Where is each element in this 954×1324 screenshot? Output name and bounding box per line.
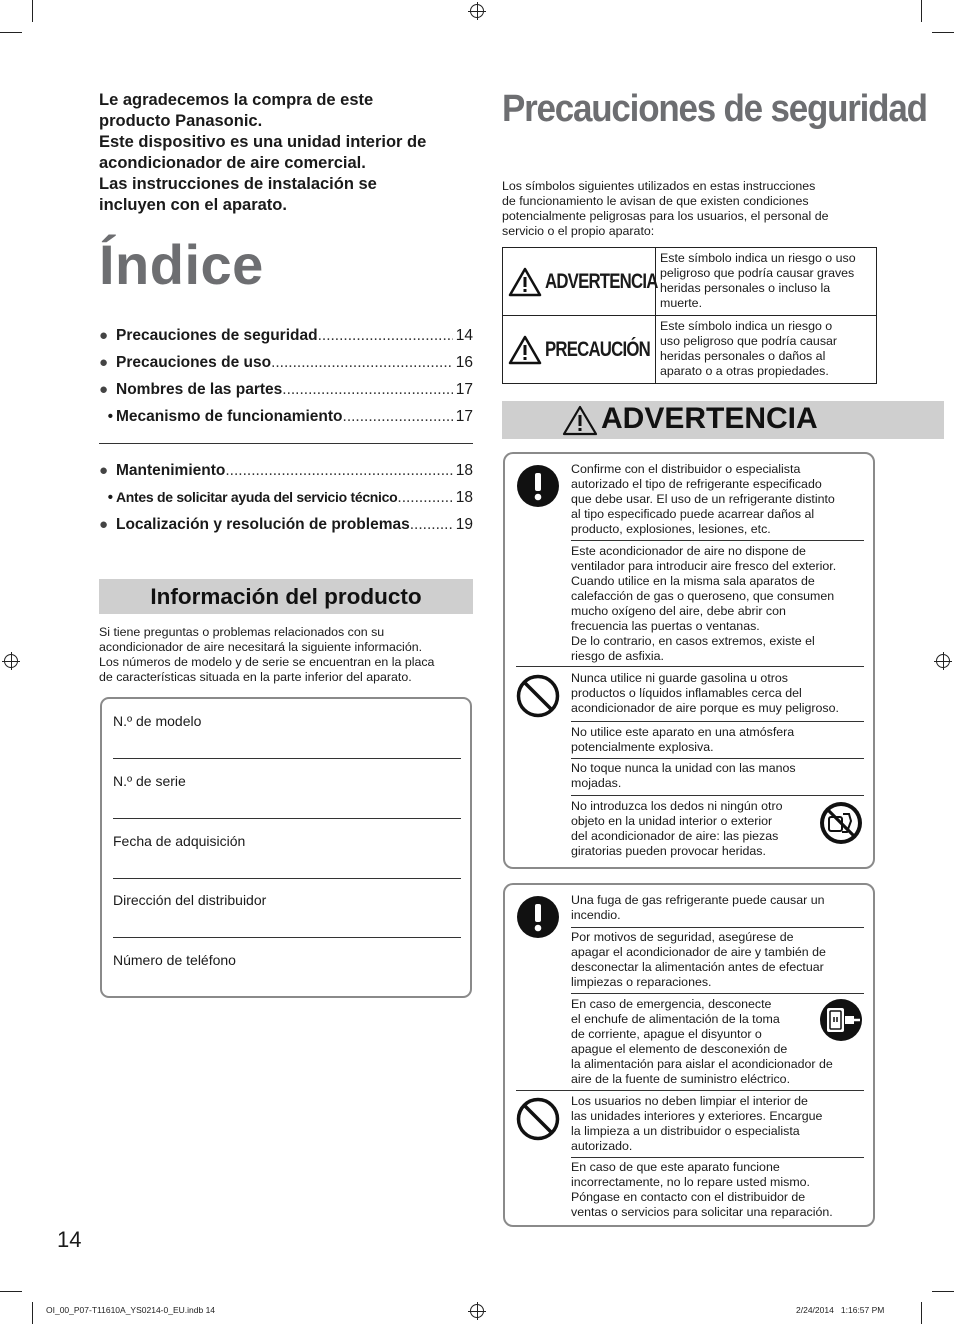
text-line: En caso de emergencia, desconecte xyxy=(571,997,772,1011)
field-label: N.º de serie xyxy=(113,773,186,789)
toc-page: 18 xyxy=(455,489,473,506)
toc-item-precauciones-uso[interactable] xyxy=(99,354,473,372)
intro-line: Las instrucciones de instalación se xyxy=(99,175,377,193)
field-label: Número de teléfono xyxy=(113,952,236,968)
dealer-address-field[interactable] xyxy=(113,878,461,938)
warning-paragraph xyxy=(571,462,864,537)
symbol-description xyxy=(660,319,876,379)
toc-page: 18 xyxy=(455,462,473,479)
symbol-row-precaucion xyxy=(503,316,876,383)
warning-paragraph xyxy=(571,930,864,990)
toc-label: Nombres de las partes xyxy=(116,381,283,398)
symbol-head xyxy=(503,316,656,383)
warning-paragraph xyxy=(571,1094,864,1154)
text-line: producto, explosiones, lesiones, etc. xyxy=(571,522,771,536)
crop-mark xyxy=(921,0,922,22)
text-line: autorizado. xyxy=(571,1139,633,1153)
page-number: 14 xyxy=(57,1227,82,1252)
crop-mark xyxy=(32,0,33,22)
divider xyxy=(571,540,864,541)
text-line: Confirme con el distribuidor o especialista xyxy=(571,462,801,476)
divider xyxy=(571,721,864,722)
toc-page: 17 xyxy=(455,408,473,425)
bullet-icon: ● xyxy=(99,327,109,344)
text-line: limpiezas o reparaciones. xyxy=(571,975,712,989)
safety-title: Precauciones de seguridad xyxy=(502,88,927,130)
intro-text xyxy=(99,90,474,216)
bullet-icon: • xyxy=(107,408,113,425)
footer-date: 2/24/2014 1:16:57 PM xyxy=(796,1305,885,1315)
field-label: N.º de modelo xyxy=(113,713,202,729)
text-line: potencialmente peligrosas para los usuarios, el personal de xyxy=(502,209,829,223)
toc-label: Localización y resolución de problemas xyxy=(116,516,410,533)
text-line: Cuando utilice en la misma sala aparatos de xyxy=(571,574,815,588)
unplug-icon xyxy=(819,998,863,1042)
toc-page: 14 xyxy=(455,327,473,344)
symbols-table xyxy=(502,247,877,384)
field-label: Dirección del distribuidor xyxy=(113,892,267,908)
warning-paragraph xyxy=(571,1160,864,1220)
toc-item-mecanismo[interactable] xyxy=(99,408,473,426)
text-line: apagar el acondicionador de aire y también de xyxy=(571,945,826,959)
toc-leader xyxy=(282,381,452,399)
toc-page: 17 xyxy=(455,381,473,398)
toc-item-localizacion[interactable] xyxy=(99,516,473,534)
warning-paragraph xyxy=(571,671,864,716)
toc-item-antes-solicitar[interactable] xyxy=(99,489,473,507)
toc-label: Mecanismo de funcionamiento xyxy=(116,408,343,425)
divider xyxy=(99,443,473,444)
text-line: muerte. xyxy=(660,296,703,310)
text-line: giratorias pueden provocar heridas. xyxy=(571,844,766,858)
toc-label: Mantenimiento xyxy=(116,462,226,479)
warning-triangle-icon xyxy=(562,405,598,436)
text-line: servicio o el propio aparato: xyxy=(502,224,655,238)
crop-mark xyxy=(932,32,954,33)
text-line: ventilador para introducir aire fresco del exterior. xyxy=(571,559,837,573)
text-line: Póngase en contacto con el distribuidor de xyxy=(571,1190,806,1204)
phone-number-field[interactable] xyxy=(113,938,461,998)
text-line: mucho oxígeno del aire, debe abrir con xyxy=(571,604,786,618)
toc-leader xyxy=(397,489,452,507)
text-line: del acondicionador de aire: las piezas xyxy=(571,829,779,843)
text-line: que debe usar. El uso de un refrigerante distinto xyxy=(571,492,835,506)
divider xyxy=(516,1090,864,1091)
toc-item-nombres-partes[interactable] xyxy=(99,381,473,399)
text-line: riesgo de asfixia. xyxy=(571,649,664,663)
crop-mark xyxy=(32,1302,33,1324)
purchase-date-field[interactable] xyxy=(113,819,461,879)
text-line: calefacción de gas o queroseno, que consumen xyxy=(571,589,835,603)
symbol-word: ADVERTENCIA xyxy=(545,269,658,293)
footer-file: OI_00_P07-T11610A_YS0214-0_EU.indb 14 xyxy=(46,1305,216,1315)
text-line: productos o líquidos inflamables cerca del xyxy=(571,686,802,700)
text-line: potencialmente explosiva. xyxy=(571,740,714,754)
divider xyxy=(571,993,864,994)
toc-leader xyxy=(318,327,453,345)
text-line: aire de la fuente de suministro eléctrico. xyxy=(571,1072,791,1086)
text-line: mojadas. xyxy=(571,776,622,790)
warning-banner-text: ADVERTENCIA xyxy=(601,402,818,435)
text-line: Si tiene preguntas o problemas relacionados con su xyxy=(99,625,385,639)
text-line: No utilice este aparato en una atmósfera xyxy=(571,725,795,739)
registration-mark-icon xyxy=(470,4,484,18)
divider xyxy=(571,795,864,796)
intro-line: Le agradecemos la compra de este xyxy=(99,91,374,109)
toc-item-mantenimiento[interactable] xyxy=(99,462,473,480)
toc-leader xyxy=(410,516,453,534)
intro-line: acondicionador de aire comercial. xyxy=(99,154,366,172)
bullet-icon: • xyxy=(107,489,113,506)
bullet-icon: ● xyxy=(99,516,109,533)
text-line: la alimentación para aislar el acondicionador de xyxy=(571,1057,833,1071)
crop-mark xyxy=(921,1302,922,1324)
text-line: desconectar la alimentación antes de efectuar xyxy=(571,960,824,974)
mandatory-exclamation-icon xyxy=(516,895,560,939)
text-line: las unidades interiores y exteriores. Encargue xyxy=(571,1109,823,1123)
warning-paragraph xyxy=(571,893,864,923)
index-title: Índice xyxy=(99,233,264,296)
text-line: autorizado el tipo de refrigerante especificado xyxy=(571,477,822,491)
text-line: En caso de que este aparato funcione xyxy=(571,1160,780,1174)
toc-page: 19 xyxy=(455,516,473,533)
warning-paragraph xyxy=(571,725,864,755)
toc-label: Precauciones de uso xyxy=(116,354,272,371)
mandatory-exclamation-icon xyxy=(516,464,560,508)
toc-leader xyxy=(225,462,452,480)
text-line: incorrectamente, no lo repare usted mismo. xyxy=(571,1175,810,1189)
text-line: Este símbolo indica un riesgo o xyxy=(660,319,833,333)
model-number-field[interactable] xyxy=(113,699,461,759)
text-line: incendio. xyxy=(571,908,621,922)
divider xyxy=(571,927,864,928)
intro-line: incluyen con el aparato. xyxy=(99,196,287,214)
toc-label: Precauciones de seguridad xyxy=(116,327,318,344)
crop-mark xyxy=(0,32,22,33)
text-line: al tipo especificado puede acarrear daños al xyxy=(571,507,815,521)
product-info-text xyxy=(99,625,479,685)
text-line: frecuencia las puertas o ventanas. xyxy=(571,619,760,633)
text-line: Los símbolos siguientes utilizados en estas instrucciones xyxy=(502,179,816,193)
toc-item-precauciones-seguridad[interactable] xyxy=(99,327,473,345)
text-line: la limpieza a un distribuidor o especialista xyxy=(571,1124,800,1138)
divider xyxy=(571,758,864,759)
text-line: uso peligroso que podría causar xyxy=(660,334,838,348)
crop-mark xyxy=(932,1291,954,1292)
warning-box-1 xyxy=(503,452,875,869)
bullet-icon: ● xyxy=(99,462,109,479)
text-line: heridas personales o daños al xyxy=(660,349,826,363)
text-line: apague el elemento de desconexión de xyxy=(571,1042,788,1056)
text-line: de corriente, apague el disyuntor o xyxy=(571,1027,762,1041)
registration-mark-icon xyxy=(470,1304,484,1318)
text-line: acondicionador de aire necesitará la siguiente información. xyxy=(99,640,423,654)
serial-number-field[interactable] xyxy=(113,759,461,819)
prohibition-icon xyxy=(516,674,560,718)
text-line: Este símbolo indica un riesgo o uso xyxy=(660,251,856,265)
toc-leader xyxy=(343,408,453,426)
toc-page: 16 xyxy=(455,354,473,371)
symbol-row-advertencia xyxy=(503,248,876,316)
warning-box-2 xyxy=(503,883,875,1227)
symbol-description xyxy=(660,251,876,311)
symbol-word: PRECAUCIÓN xyxy=(545,337,650,361)
text-line: Los usuarios no deben limpiar el interior de xyxy=(571,1094,808,1108)
field-label: Fecha de adquisición xyxy=(113,833,246,849)
no-fingers-icon xyxy=(819,801,863,845)
prohibition-icon xyxy=(516,1097,560,1141)
text-line: Una fuga de gas refrigerante puede causar un xyxy=(571,893,825,907)
text-line: De lo contrario, en casos extremos, existe el xyxy=(571,634,815,648)
text-line: Este acondicionador de aire no dispone de xyxy=(571,544,806,558)
text-line: Los números de modelo y de serie se encuentran en la placa xyxy=(99,655,435,669)
intro-line: Este dispositivo es una unidad interior de xyxy=(99,133,427,151)
text-line: de características situada en la parte inferior del aparato. xyxy=(99,670,412,684)
warning-triangle-icon xyxy=(508,335,542,365)
text-line: No introduzca los dedos ni ningún otro xyxy=(571,799,783,813)
registration-mark-icon xyxy=(936,654,950,668)
bullet-icon: ● xyxy=(99,381,109,398)
text-line: ventas o servicios para solicitar una reparación. xyxy=(571,1205,833,1219)
text-line: aparato o a otras propiedades. xyxy=(660,364,829,378)
warning-banner xyxy=(502,401,944,439)
bullet-icon: ● xyxy=(99,354,109,371)
divider xyxy=(571,1157,864,1158)
crop-mark xyxy=(0,1291,22,1292)
toc-leader xyxy=(271,354,453,372)
text-line: No toque nunca la unidad con las manos xyxy=(571,761,796,775)
warning-paragraph xyxy=(571,544,864,664)
text-line: peligroso que podría causar graves xyxy=(660,266,855,280)
text-line: objeto en la unidad interior o exterior xyxy=(571,814,773,828)
text-line: de funcionamiento le avisan de que existen condiciones xyxy=(502,194,809,208)
product-info-heading: Información del producto xyxy=(99,579,473,614)
warning-paragraph xyxy=(571,761,864,791)
registration-mark-icon xyxy=(4,654,18,668)
text-line: heridas personales o incluso la xyxy=(660,281,831,295)
toc-label: Antes de solicitar ayuda del servicio técnico xyxy=(116,489,398,505)
product-info-form xyxy=(100,697,472,998)
text-line: Nunca utilice ni guarde gasolina u otros xyxy=(571,671,788,685)
text-line: el enchufe de alimentación de la toma xyxy=(571,1012,780,1026)
symbol-head xyxy=(503,248,656,315)
intro-line: producto Panasonic. xyxy=(99,112,263,130)
divider xyxy=(516,666,864,667)
symbols-intro xyxy=(502,179,872,239)
text-line: Por motivos de seguridad, asegúrese de xyxy=(571,930,794,944)
warning-triangle-icon xyxy=(508,267,542,297)
text-line: acondicionador de aire porque es muy peligroso. xyxy=(571,701,839,715)
